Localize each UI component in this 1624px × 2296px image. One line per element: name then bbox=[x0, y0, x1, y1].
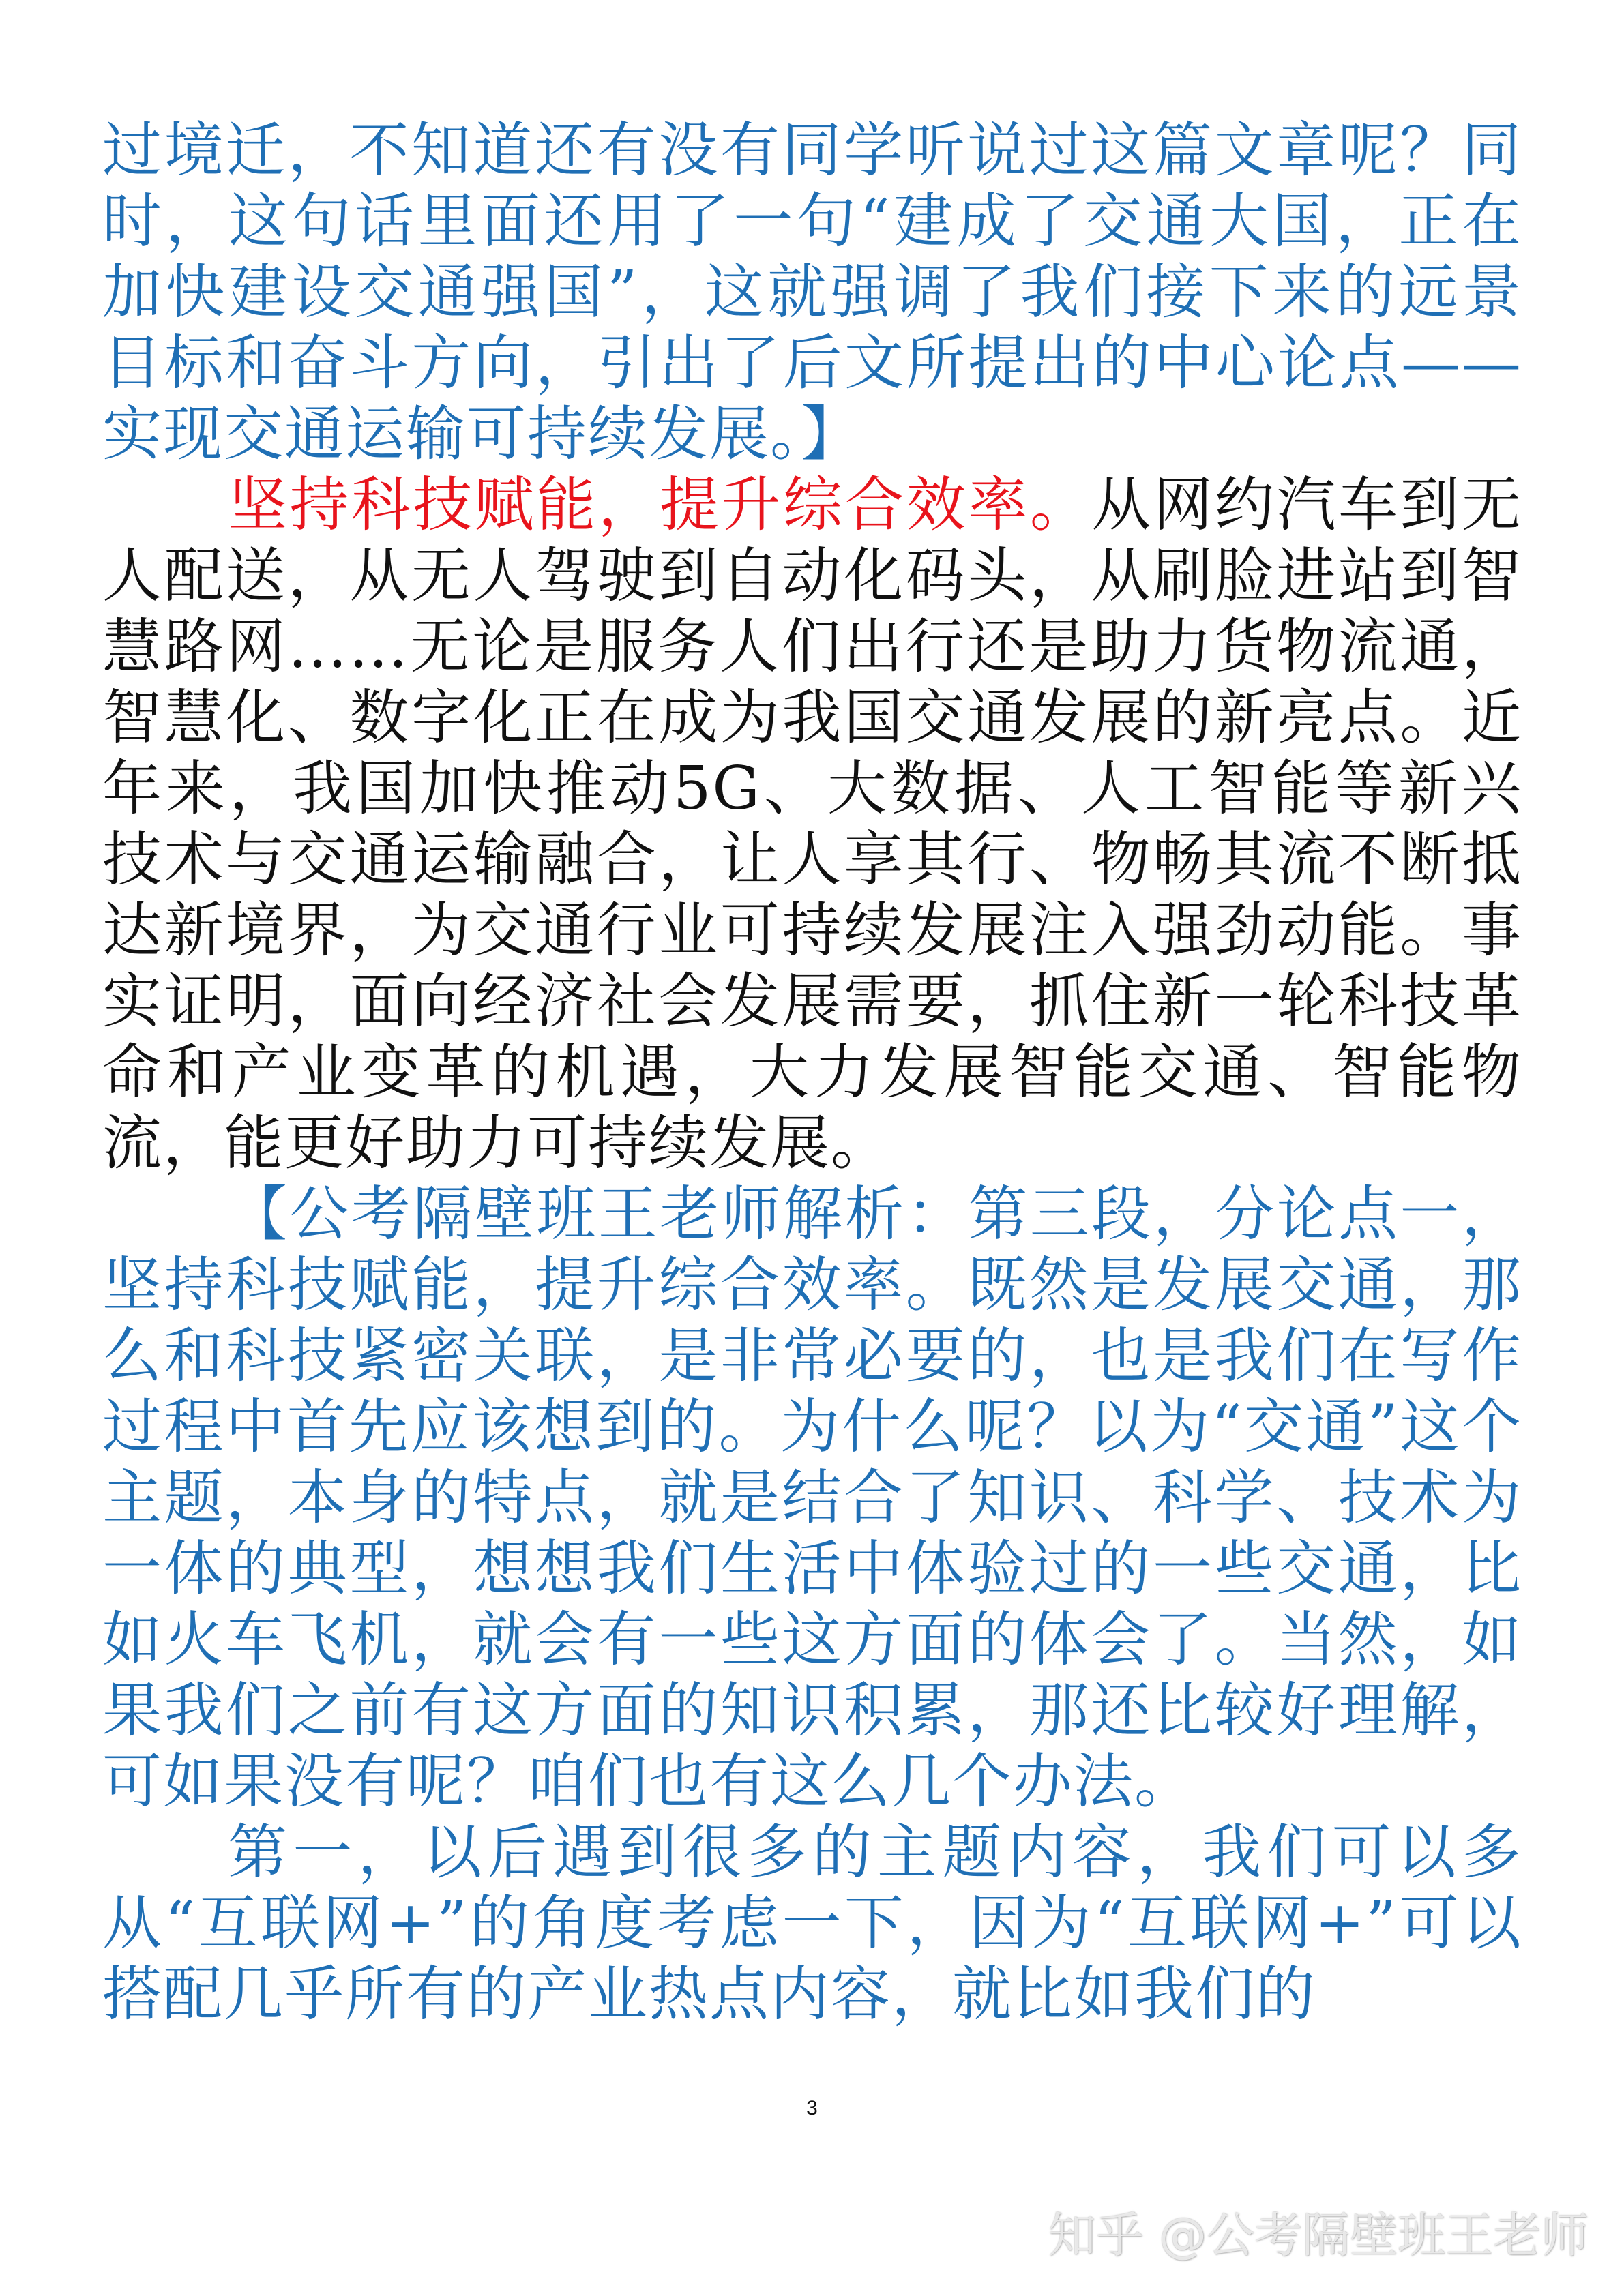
analysis-paragraph-continued: 过境迁，不知道还有没有同学听说过这篇文章呢？同时，这句话里面还用了一句“建成了交通大国，正在加快建设交通强国”，这就强调了我们接下来的远景目标和奋斗方向，引出了后文所提出的中心论点——实现交通运输可持续发展。】 bbox=[102, 115, 1522, 468]
watermark: 知乎 @公考隔壁班王老师 bbox=[1048, 2207, 1589, 2263]
analysis-paragraph-point-one: 第一，以后遇到很多的主题内容，我们可以多从“互联网+”的角度考虑一下，因为“互联网+”可以搭配几乎所有的产业热点内容，就比如我们的 bbox=[102, 1817, 1522, 2029]
section-heading: 坚持科技赋能，提升综合效率。 bbox=[228, 470, 1092, 539]
analysis-paragraph: 【公考隔壁班王老师解析：第三段，分论点一，坚持科技赋能，提升综合效率。既然是发展交通，那么和科技紧密关联，是非常必要的，也是我们在写作过程中首先应该想到的。为什么呢？以为“交通”这个主题，本身的特点，就是结合了知识、科学、技术为一体的典型，想想我们生活中体验过的一些交通，比如火车飞机，就会有一些这方面的体会了。当然，如果我们之前有这方面的知识积累，那还比较好理解，可如果没有呢？咱们也有这么几个办法。 bbox=[102, 1179, 1522, 1816]
body-paragraph bbox=[102, 469, 1522, 1178]
body-paragraph-text: 从网约汽车到无人配送，从无人驾驶到自动化码头，从刷脸进站到智慧路网……无论是服务人们出行还是助力货物流通，智慧化、数字化正在成为我国交通发展的新亮点。近年来，我国加快推动5G、大数据、人工智能等新兴技术与交通运输融合，让人享其行、物畅其流不断抵达新境界，为交通行业可持续发展注入强劲动能。事实证明，面向经济社会发展需要，抓住新一轮科技革命和产业变革的机遇，大力发展智能交通、智能物流，能更好助力可持续发展。 bbox=[102, 470, 1523, 1178]
page-number: 3 bbox=[806, 2097, 818, 2119]
